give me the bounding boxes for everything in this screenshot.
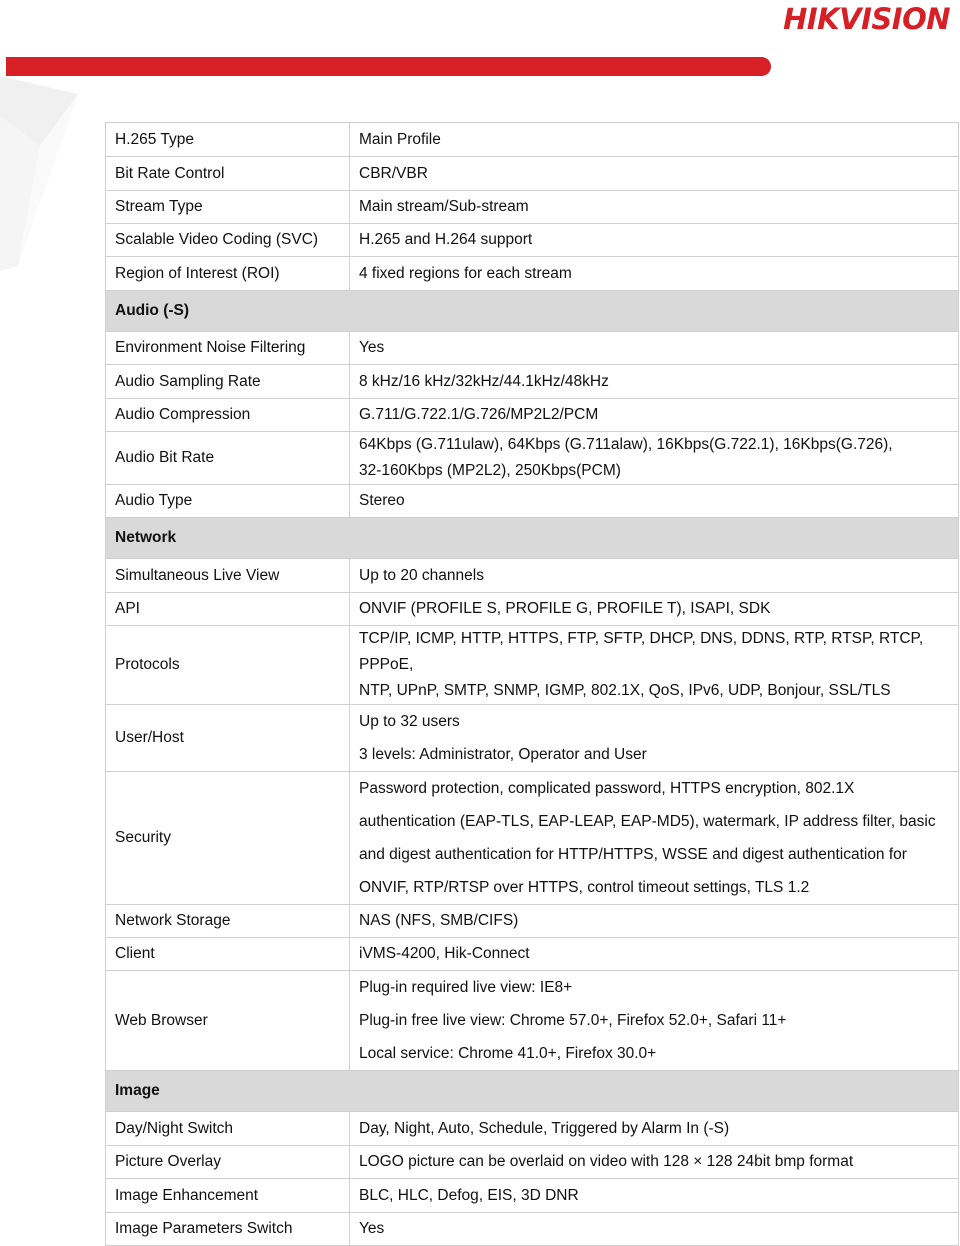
spec-row [106,365,959,399]
spec-row [106,938,959,971]
spec-row [106,257,959,291]
spec-row [106,432,959,485]
spec-value-line: CBR/VBR [359,164,428,182]
spec-row [106,123,959,157]
spec-value-line: 3 levels: Administrator, Operator and User [359,746,647,763]
spec-value-line: Stereo [359,492,405,509]
spec-value-line: and digest authentication for HTTP/HTTPS, WSSE and digest authentication for [359,846,907,863]
spec-value [350,123,959,157]
spec-value-line: Yes [359,1220,385,1237]
section-header [106,518,959,559]
spec-row [106,626,959,705]
spec-key: Image Parameters Switch [106,1213,350,1246]
spec-key: Bit Rate Control [106,157,350,191]
spec-row [106,157,959,191]
spec-value [350,1146,959,1179]
spec-value-line: ONVIF, RTP/RTSP over HTTPS, control timeout settings, TLS 1.2 [359,879,810,896]
spec-value-line: TCP/IP, ICMP, HTTP, HTTPS, FTP, SFTP, DHCP, DNS, DDNS, RTP, RTSP, RTCP, PPPoE, [359,630,924,673]
spec-key: User/Host [106,705,350,772]
spec-row [106,772,959,905]
spec-key: Stream Type [106,191,350,224]
section-header [106,291,959,332]
spec-value [350,157,959,191]
spec-key: API [106,593,350,626]
spec-value [350,365,959,399]
spec-value [350,191,959,224]
spec-value-line: 32-160Kbps (MP2L2), 250Kbps(PCM) [359,462,621,479]
spec-value [350,971,959,1071]
brand-logo: HIKVISION [783,2,950,36]
spec-row [106,485,959,518]
spec-value-line: Up to 32 users [359,713,460,730]
spec-key: H.265 Type [106,123,350,157]
spec-row [106,224,959,257]
spec-value-line: Up to 20 channels [359,566,484,584]
spec-row [106,399,959,432]
spec-value [350,559,959,593]
spec-row [106,971,959,1071]
spec-row [106,905,959,938]
spec-row [106,1112,959,1146]
spec-row [106,191,959,224]
spec-value [350,905,959,938]
spec-value-line: Local service: Chrome 41.0+, Firefox 30.0+ [359,1045,657,1062]
spec-row [106,1179,959,1213]
section-header [106,1071,959,1112]
spec-value-line: Plug-in required live view: IE8+ [359,979,573,996]
spec-row [106,593,959,626]
spec-value-line: Day, Night, Auto, Schedule, Triggered by Alarm In (-S) [359,1119,730,1137]
spec-value-line: iVMS-4200, Hik-Connect [359,945,530,962]
spec-key: Picture Overlay [106,1146,350,1179]
spec-value-line: Main stream/Sub-stream [359,198,529,215]
spec-value [350,224,959,257]
spec-row [106,559,959,593]
spec-table [105,122,959,1246]
spec-value [350,1179,959,1213]
spec-key: Audio Compression [106,399,350,432]
spec-key: Region of Interest (ROI) [106,257,350,291]
spec-value [350,626,959,705]
spec-key: Day/Night Switch [106,1112,350,1146]
spec-key: Audio Bit Rate [106,432,350,485]
spec-key: Scalable Video Coding (SVC) [106,224,350,257]
spec-value [350,1112,959,1146]
spec-value-line: ONVIF (PROFILE S, PROFILE G, PROFILE T), ISAPI, SDK [359,600,771,617]
spec-key: Simultaneous Live View [106,559,350,593]
spec-value [350,1213,959,1246]
spec-key: Network Storage [106,905,350,938]
spec-value [350,772,959,905]
spec-row [106,1146,959,1179]
spec-value-line: 64Kbps (G.711ulaw), 64Kbps (G.711alaw), 16Kbps(G.722.1), 16Kbps(G.726), [359,436,893,453]
spec-value-line: G.711/G.722.1/G.726/MP2L2/PCM [359,406,599,423]
section-title: Audio (-S) [106,291,959,332]
spec-key: Client [106,938,350,971]
spec-row [106,1213,959,1246]
spec-key: Environment Noise Filtering [106,332,350,365]
spec-key: Protocols [106,626,350,705]
spec-value [350,399,959,432]
spec-key: Audio Type [106,485,350,518]
spec-value [350,485,959,518]
header-accent-bar [6,57,771,76]
spec-value-line: H.265 and H.264 support [359,231,533,248]
spec-value-line: 4 fixed regions for each stream [359,264,572,282]
spec-value-line: Plug-in free live view: Chrome 57.0+, Firefox 52.0+, Safari 11+ [359,1012,787,1029]
spec-key: Web Browser [106,971,350,1071]
spec-table-body [106,123,959,1246]
spec-value [350,593,959,626]
triangular-watermark-icon [0,76,90,276]
spec-value-line: NTP, UPnP, SMTP, SNMP, IGMP, 802.1X, QoS, IPv6, UDP, Bonjour, SSL/TLS [359,682,891,699]
spec-key: Security [106,772,350,905]
section-title: Network [106,518,959,559]
spec-value-line: BLC, HLC, Defog, EIS, 3D DNR [359,1186,579,1204]
spec-value-line: Yes [359,339,385,356]
spec-value-line: Main Profile [359,130,441,148]
spec-value-line: 8 kHz/16 kHz/32kHz/44.1kHz/48kHz [359,372,609,390]
spec-value [350,257,959,291]
spec-value [350,332,959,365]
spec-value [350,432,959,485]
spec-value-line: LOGO picture can be overlaid on video with 128 × 128 24bit bmp format [359,1153,854,1170]
spec-key: Audio Sampling Rate [106,365,350,399]
spec-row [106,332,959,365]
spec-value-line: NAS (NFS, SMB/CIFS) [359,912,519,929]
spec-key: Image Enhancement [106,1179,350,1213]
spec-value-line: Password protection, complicated password, HTTPS encryption, 802.1X [359,780,855,797]
spec-value-line: authentication (EAP-TLS, EAP-LEAP, EAP-MD5), watermark, IP address filter, basic [359,813,936,830]
spec-value [350,938,959,971]
spec-row [106,705,959,772]
section-title: Image [106,1071,959,1112]
spec-value [350,705,959,772]
